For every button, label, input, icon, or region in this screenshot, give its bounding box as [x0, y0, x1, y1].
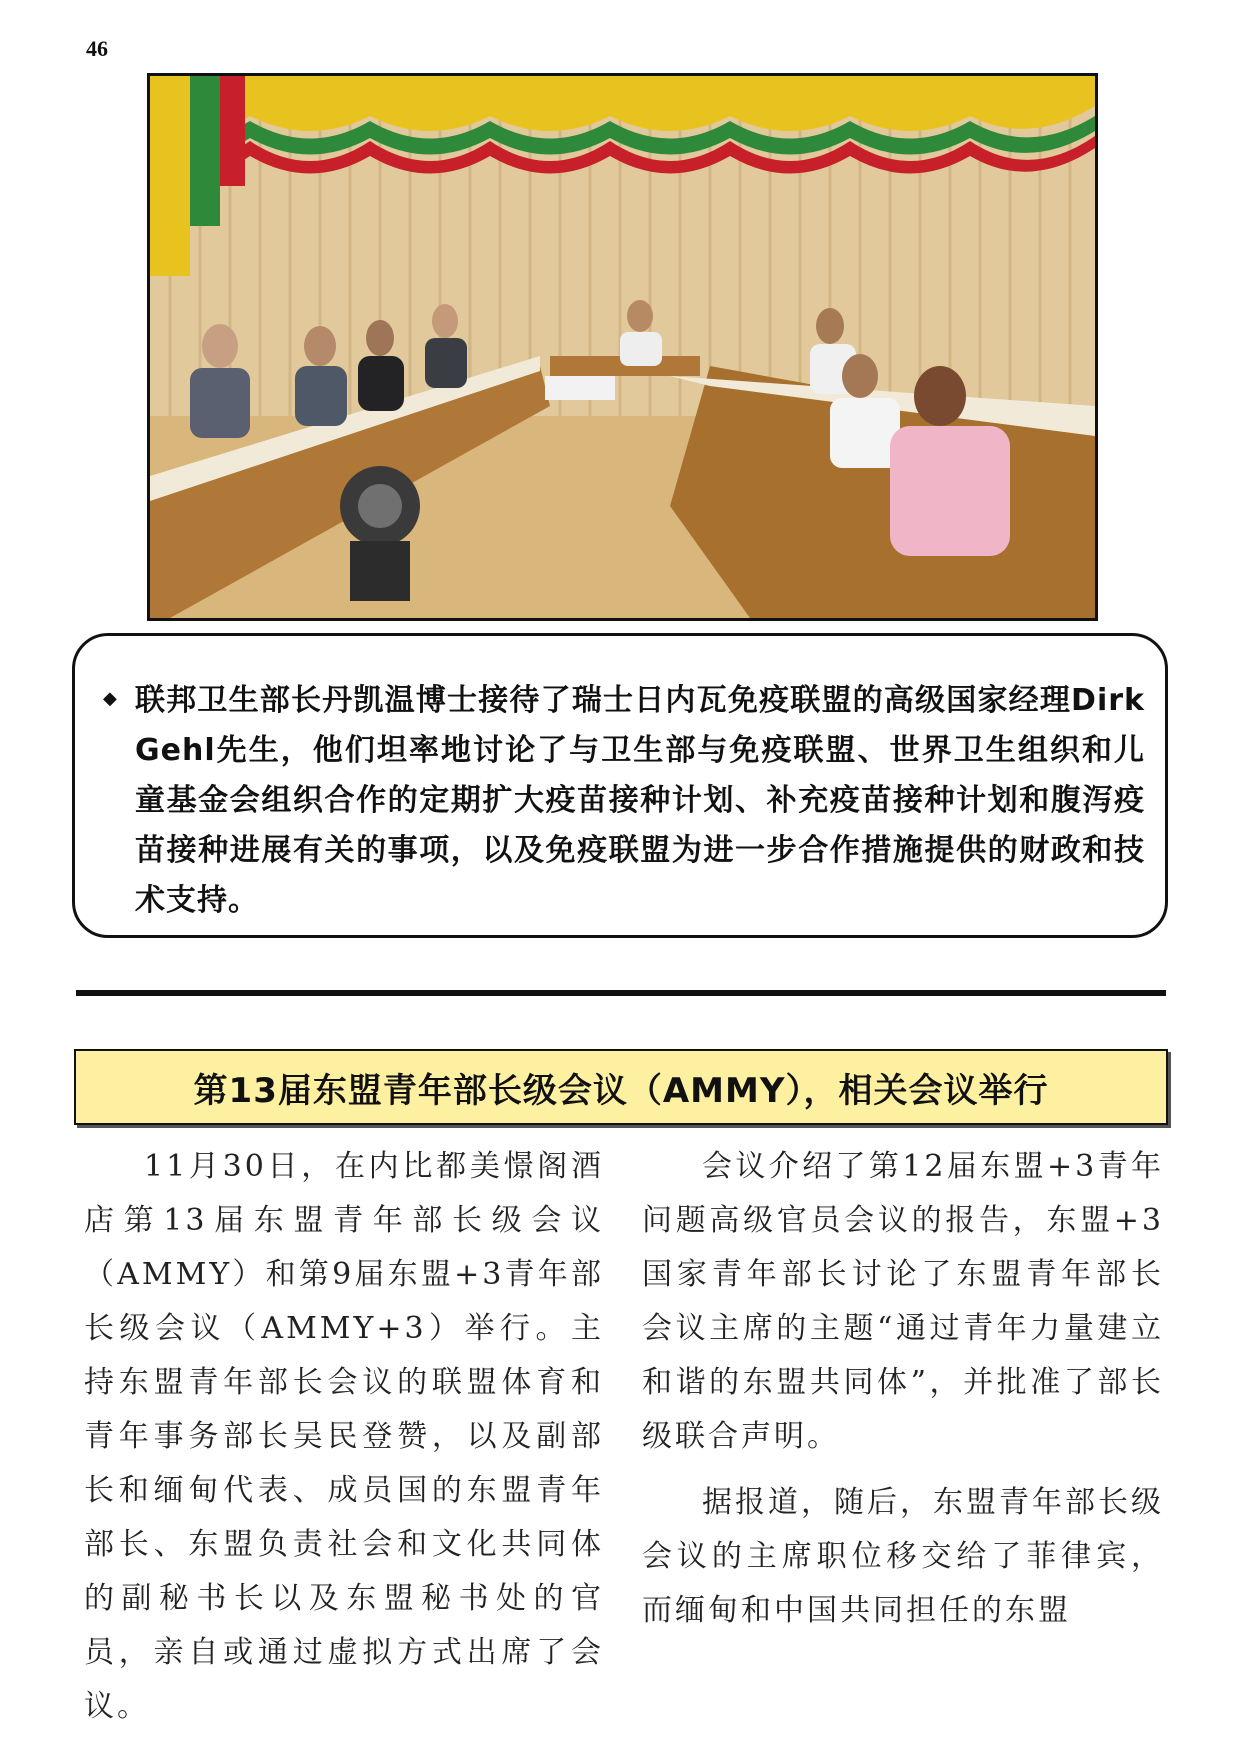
- meeting-photo-illustration: [150, 76, 1095, 618]
- section-divider: [76, 990, 1166, 996]
- article-headline: 第13届东盟青年部长级会议（AMMY），相关会议举行: [193, 1070, 1049, 1111]
- page-number: 46: [86, 36, 108, 61]
- meeting-photo: [147, 73, 1098, 621]
- article-headline-box: [74, 1049, 1168, 1125]
- diamond-bullet-icon: ◆: [103, 688, 117, 709]
- article-right-column: [642, 1140, 1164, 1650]
- article-paragraph: 据报道，随后，东盟青年部长级会议的主席职位移交给了菲律宾，而缅甸和中国共同担任的东盟: [642, 1485, 1164, 1628]
- photo-caption-text: 联邦卫生部长丹凯温博士接待了瑞士日内瓦免疫联盟的高级国家经理Dirk Gehl先生，他们坦率地讨论了与卫生部与免疫联盟、世界卫生组织和儿童基金会组织合作的定期扩大疫苗接种计划、补充疫苗接种计划和腹泻疫苗接种进展有关的事项，以及免疫联盟为进一步合作措施提供的财政和技术支持。: [135, 683, 1145, 918]
- photo-caption-box: [72, 633, 1168, 938]
- article-paragraph: 会议介绍了第12届东盟+3青年问题高级官员会议的报告，东盟+3国家青年部长讨论了东盟青年部长会议主席的主题“通过青年力量建立和谐的东盟共同体”，并批准了部长级联合声明。: [642, 1149, 1164, 1454]
- article-paragraph: 11月30日，在内比都美憬阁酒店第13届东盟青年部长级会议（AMMY）和第9届东盟+3青年部长级会议（AMMY+3）举行。主持东盟青年部长会议的联盟体育和青年事务部长吴民登赞，以及副部长和缅甸代表、成员国的东盟青年部长、东盟负责社会和文化共同体的副秘书长以及东盟秘书处的官员，亲自或通过虚拟方式出席了会议。: [84, 1149, 604, 1724]
- article-left-column: [84, 1140, 604, 1746]
